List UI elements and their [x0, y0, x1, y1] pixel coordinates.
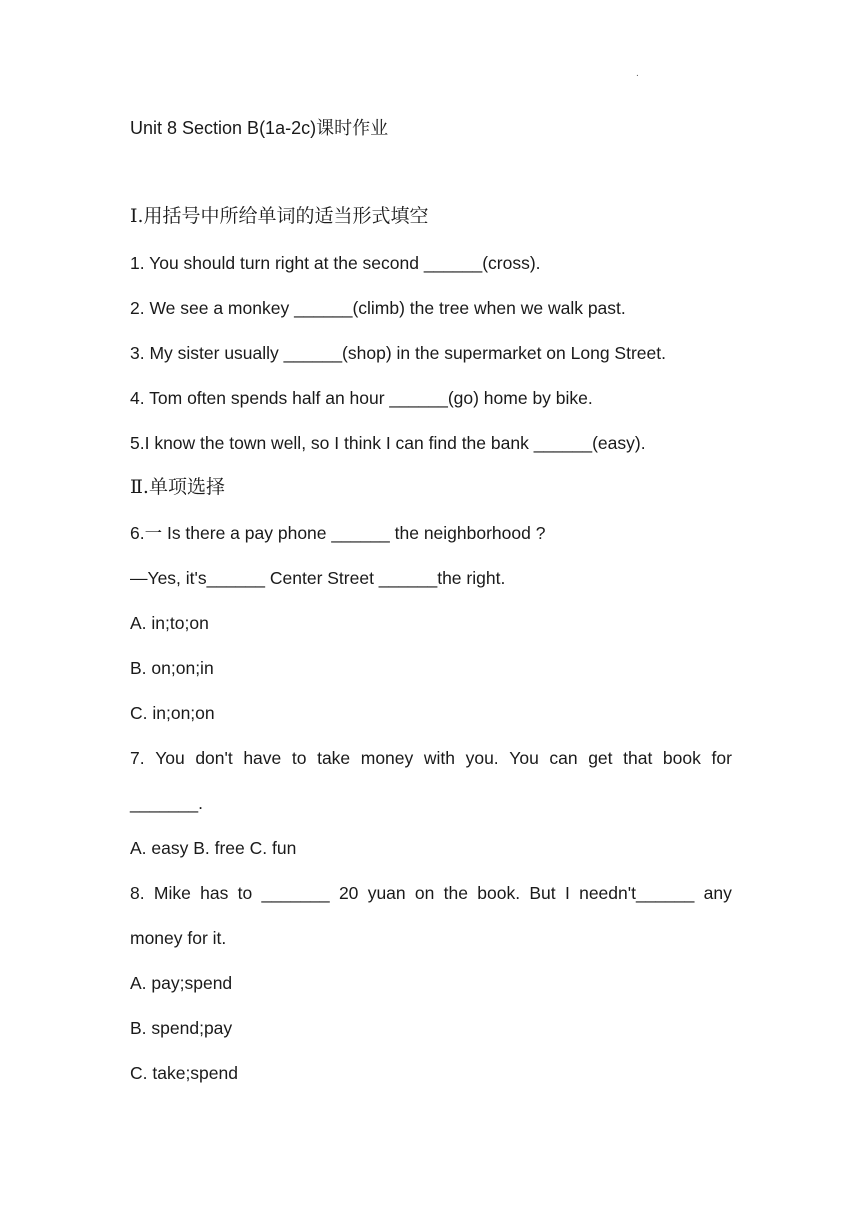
question-7-options: A. easy B. free C. fun — [130, 838, 297, 858]
q8-word: 20 — [338, 883, 359, 903]
q7-word: that — [623, 748, 653, 768]
q7-word: get — [588, 748, 613, 768]
q7-word: You — [509, 748, 539, 768]
question-6-line-1: 6.一 Is there a pay phone ______ the neighborhood ? — [130, 523, 546, 543]
question-1: 1. You should turn right at the second ______(cross). — [130, 253, 541, 273]
q7-word: can — [549, 748, 578, 768]
q7-word: for — [711, 748, 732, 768]
question-6-option-c: C. in;on;on — [130, 703, 215, 723]
question-6-line-2: —Yes, it's______ Center Street ______the right. — [130, 568, 506, 588]
question-8-line-2: money for it. — [130, 928, 227, 948]
q7-word: take — [317, 748, 351, 768]
question-7-line-2: _______. — [130, 793, 203, 813]
q8-word: Mike — [153, 883, 191, 903]
question-4: 4. Tom often spends half an hour ______(go) home by bike. — [130, 388, 593, 408]
q8-word: any — [703, 883, 732, 903]
q8-word: book. — [477, 883, 521, 903]
question-5: 5.I know the town well, so I think I can find the bank ______(easy). — [130, 433, 646, 453]
q7-word: book — [662, 748, 701, 768]
question-2: 2. We see a monkey ______(climb) the tree when we walk past. — [130, 298, 626, 318]
q8-word: on — [414, 883, 435, 903]
q8-word: But — [529, 883, 556, 903]
q8-word: to — [237, 883, 253, 903]
q7-word: you. — [465, 748, 499, 768]
q8-word: has — [200, 883, 229, 903]
q7-word: with — [423, 748, 455, 768]
q7-word: You — [155, 748, 185, 768]
question-6-option-a: A. in;to;on — [130, 613, 209, 633]
question-8-option-c: C. take;spend — [130, 1063, 238, 1083]
q7-word: have — [243, 748, 282, 768]
question-8-option-b: B. spend;pay — [130, 1018, 233, 1038]
q8-word: yuan — [367, 883, 406, 903]
question-8-line-1 — [130, 881, 732, 905]
q7-word: 7. — [130, 748, 145, 768]
question-8-option-a: A. pay;spend — [130, 973, 233, 993]
page-title: Unit 8 Section B(1a-2c)课时作业 — [130, 118, 389, 138]
q8-word: 8. — [130, 883, 145, 903]
section-heading-2: Ⅱ.单项选择 — [130, 476, 225, 498]
q7-word: money — [360, 748, 414, 768]
corner-dot: . — [636, 68, 639, 79]
q8-word: needn't______ — [579, 883, 695, 903]
question-6-option-b: B. on;on;in — [130, 658, 214, 678]
question-7-line-1 — [130, 746, 732, 770]
q8-word: the — [443, 883, 468, 903]
q7-word: to — [291, 748, 307, 768]
q8-word: _______ — [261, 883, 330, 903]
section-heading-1: Ⅰ.用括号中所给单词的适当形式填空 — [130, 205, 429, 227]
question-3: 3. My sister usually ______(shop) in the supermarket on Long Street. — [130, 343, 666, 363]
q8-word: I — [564, 883, 570, 903]
q7-word: don't — [195, 748, 233, 768]
